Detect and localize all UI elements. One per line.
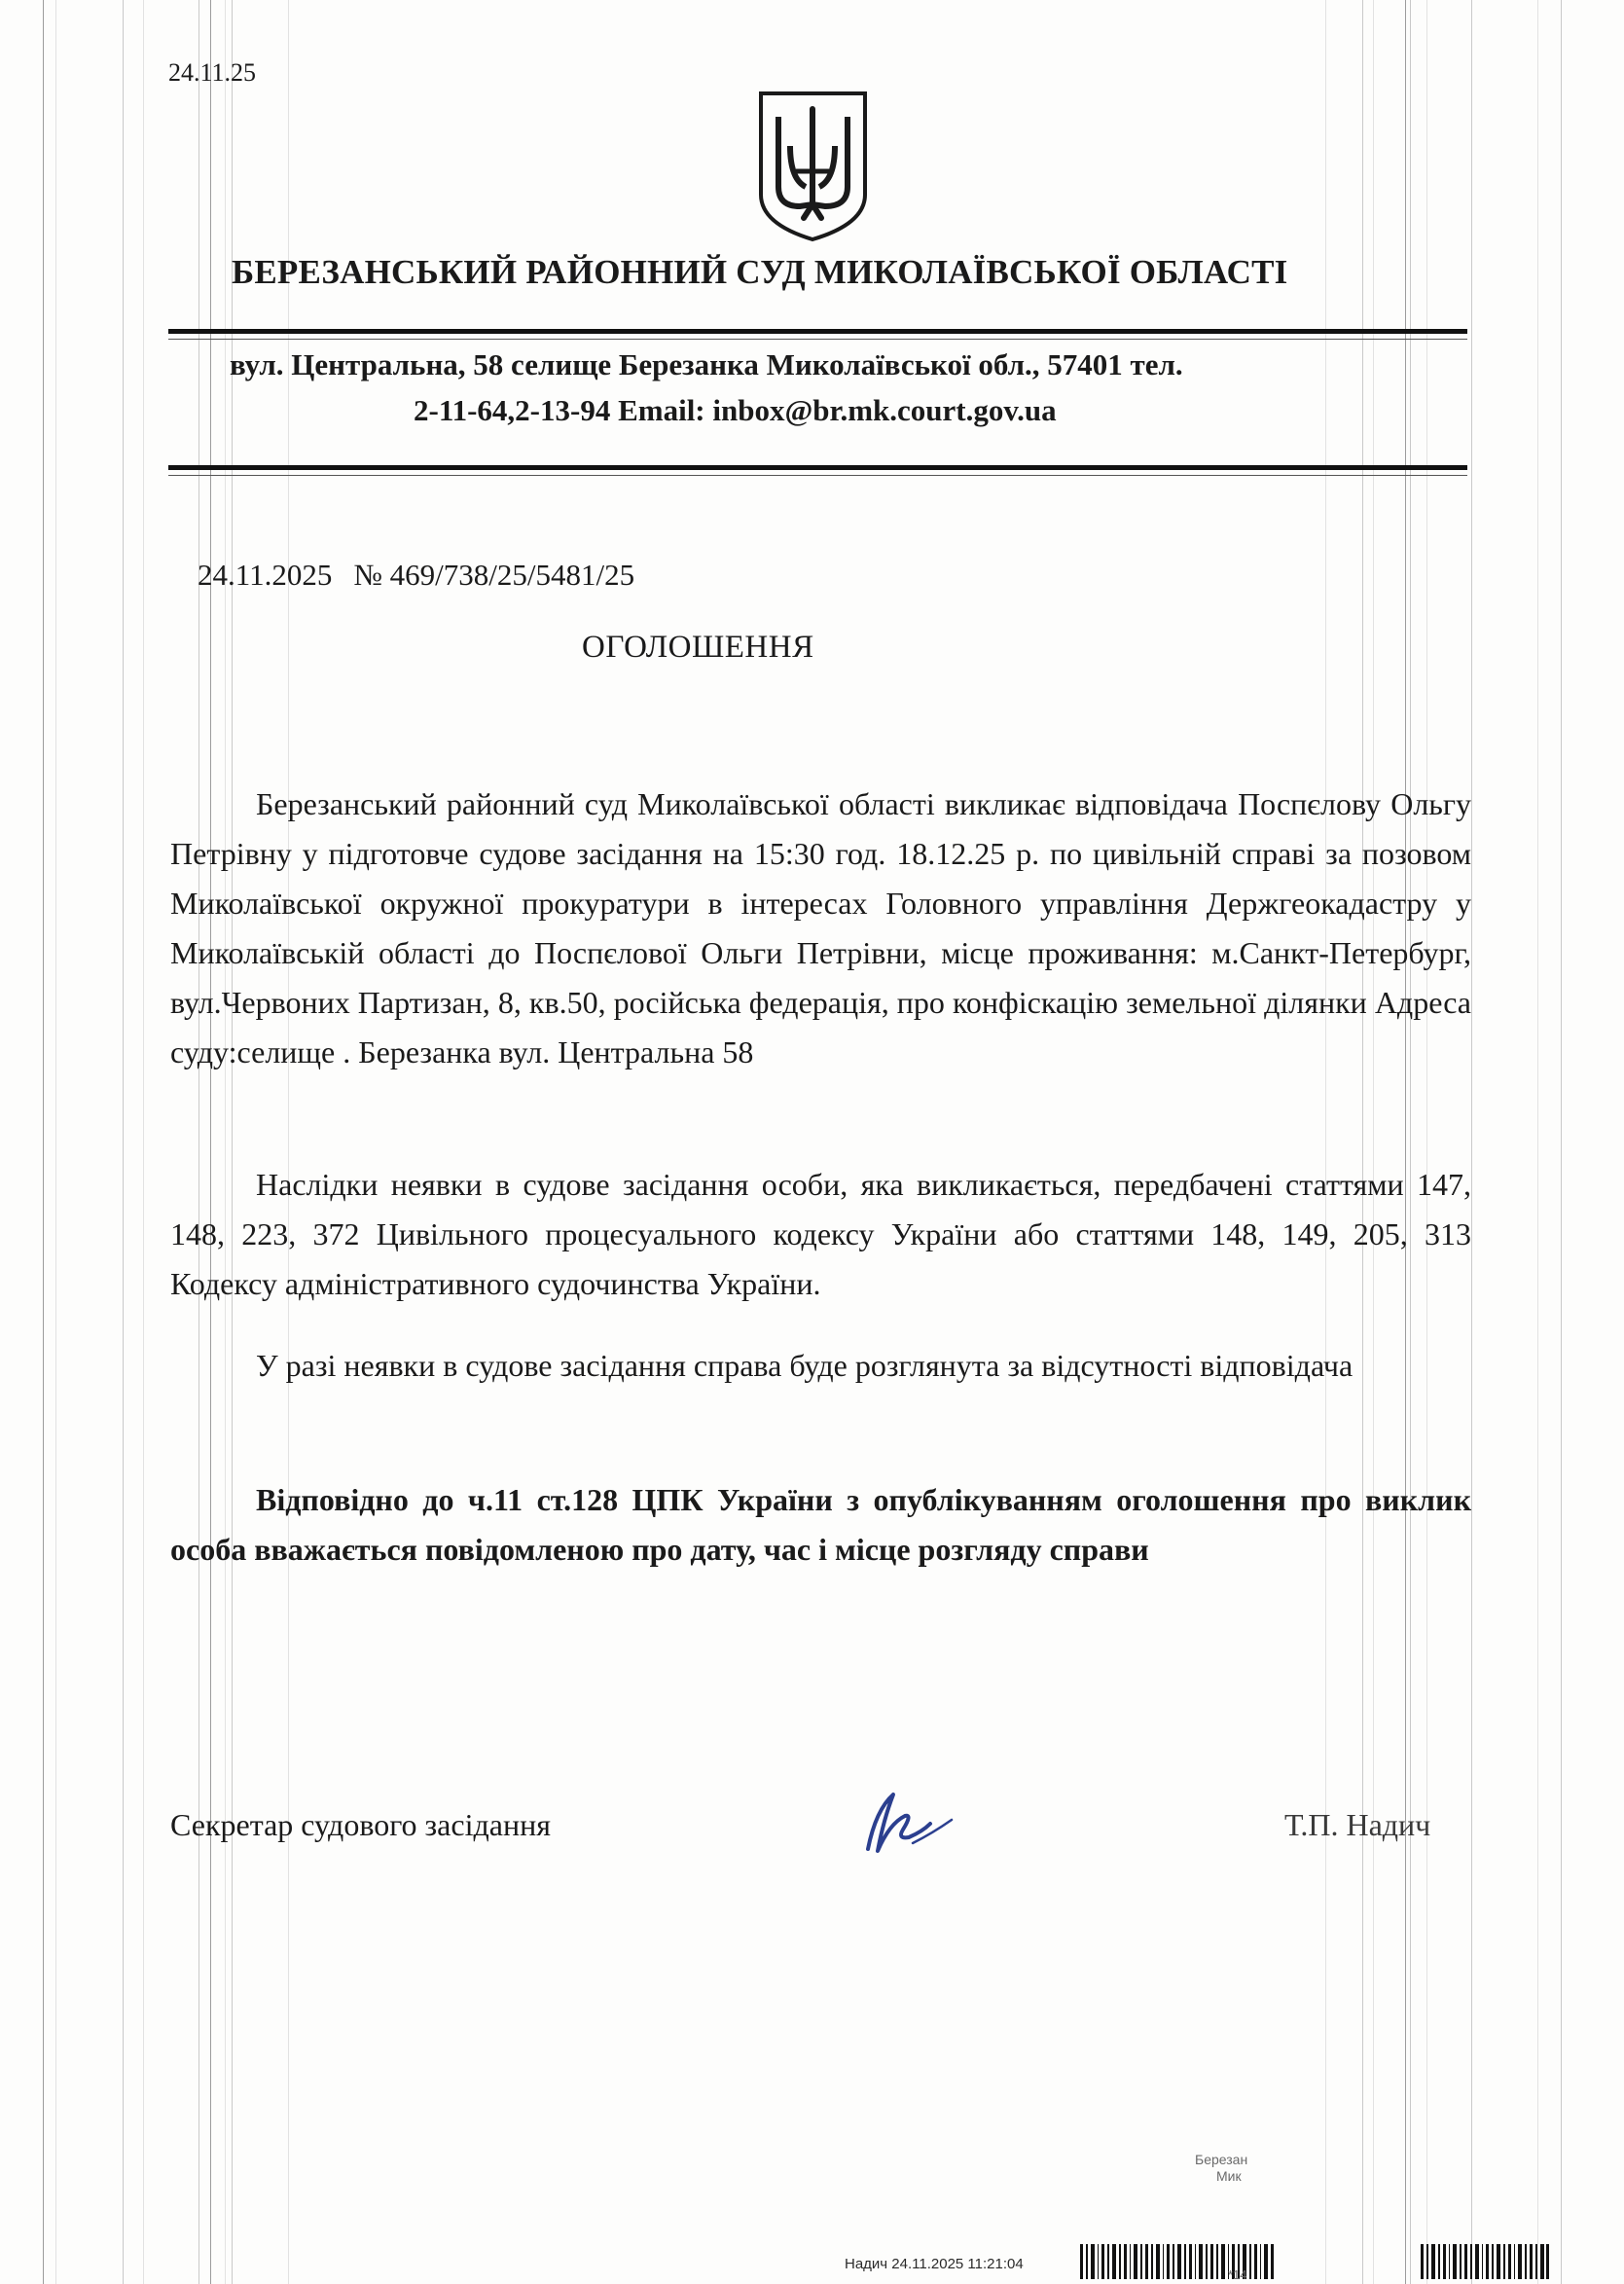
outgoing-reference: [198, 558, 656, 593]
body-paragraph-consequences: Наслідки неявки в судове засідання особи, яка викликається, передбачені статтями 147, 148, 223, 372 Цивільного процесуального кодексу України або статтями 148, 149, 205, 313 Кодексу адміністративного судочинства України.: [170, 1167, 1471, 1301]
signature-label: Секретар судового засідання: [170, 1807, 551, 1842]
barcode-number: *14: [1228, 2267, 1247, 2282]
body-paragraph-notice: Відповідно до ч.11 ст.128 ЦПК України з опублікуванням оголошення про виклик особа вважається повідомленою про дату, час і місце розгляду справи: [170, 1482, 1471, 1567]
registration-stamp-corner: [1195, 2152, 1247, 2185]
court-name: БЕРЕЗАНСЬКИЙ РАЙОННИЙ СУД МИКОЛАЇВСЬКОЇ ОБЛАСТІ: [232, 253, 1288, 291]
registration-stamp-text: Надич 24.11.2025 11:21:04: [845, 2256, 1024, 2272]
stamp-corner-line-1: Березан: [1195, 2152, 1248, 2167]
document-heading: ОГОЛОШЕННЯ: [582, 630, 814, 665]
body-paragraph-summons: Березанський районний суд Миколаївської області викликає відповідача Поспєлову Ольгу Петрівну у підготовче судове засідання на 15:30 год. 18.12.25 р. по цивільній справі за позовом Миколаївської окружної прокуратури в інтересах Головного управління Держгеокадастру у Миколаївській області до Поспєлової Ольги Петрівни, місце проживання: м.Санкт-Петербург, вул.Червоних Партизан, 8, кв.50, російська федерація, про конфіскацію земельної ділянки Адреса суду:селище . Березанка вул. Центральна 58: [170, 786, 1471, 1069]
outgoing-number: № 469/738/25/5481/25: [353, 558, 635, 592]
header-rule-bottom-thin: [168, 475, 1467, 476]
header-rule-bottom: [168, 465, 1467, 470]
header-rule-top: [168, 329, 1467, 334]
coat-of-arms-icon: [757, 90, 869, 243]
barcode-secondary-icon: [1421, 2244, 1549, 2279]
handwritten-signature-icon: [854, 1781, 961, 1868]
stamp-corner-line-2: Мик: [1216, 2168, 1242, 2184]
top-date: 24.11.25: [168, 58, 257, 87]
header-rule-top-thin: [168, 339, 1467, 340]
signer-name: Т.П. Надич: [1284, 1807, 1431, 1842]
outgoing-date: 24.11.2025: [198, 558, 333, 592]
court-address: вул. Центральна, 58 селище Березанка Миколаївської обл., 57401 тел.: [230, 347, 1183, 381]
court-contacts: 2-11-64,2-13-94 Email: inbox@br.mk.court.gov.ua: [414, 393, 1057, 427]
body-paragraph-absence: У разі неявки в судове засідання справа буде розглянута за відсутності відповідача: [256, 1348, 1353, 1383]
